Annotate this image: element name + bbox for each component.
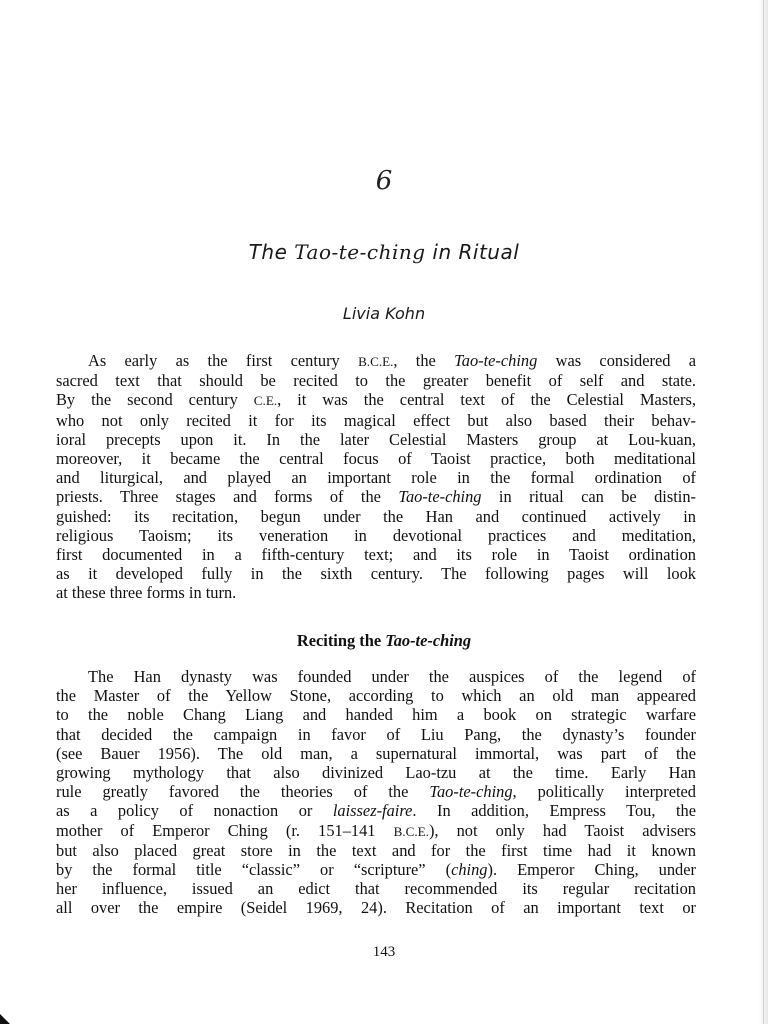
text-line: her influence, issued an edict that recommended its regular recitation bbox=[56, 879, 696, 899]
text-line: ioral precepts upon it. In the later Celestial Masters group at Lou-kuan, bbox=[56, 429, 696, 449]
text-line: By the second century C.E., it was the central text of the Celestial Masters, bbox=[56, 390, 696, 410]
scan-corner-mark bbox=[0, 1014, 10, 1024]
page-edge-line bbox=[763, 0, 764, 1024]
text-line: (see Bauer 1956). The old man, a supernatural immortal, was part of the bbox=[56, 743, 696, 763]
text-line: and liturgical, and played an important role in the formal ordination of bbox=[56, 468, 696, 488]
text-line: but also placed great store in the text and for the first time had it known bbox=[56, 840, 696, 860]
intro-paragraph bbox=[56, 351, 696, 603]
text-line: by the formal title “classic” or “scripture” (ching). Emperor Ching, under bbox=[56, 860, 696, 880]
chapter-title-pre: The bbox=[248, 240, 295, 264]
text-line: first documented in a fifth-century text; and its role in Taoist ordination bbox=[56, 545, 696, 565]
text-line: religious Taoism; its veneration in devotional practices and meditation, bbox=[56, 525, 696, 545]
text-line: to the noble Chang Liang and handed him a book on strategic warfare bbox=[56, 705, 696, 725]
text-line: rule greatly favored the theories of the Tao-te-ching, politically interpreted bbox=[56, 782, 696, 802]
text-line: the Master of the Yellow Stone, according to which an old man appeared bbox=[56, 686, 696, 706]
text-line: guished: its recitation, begun under the Han and continued actively in bbox=[56, 506, 696, 526]
text-line: as a policy of nonaction or laissez-faire. In addition, Empress Tou, the bbox=[56, 801, 696, 821]
section-heading bbox=[0, 631, 768, 651]
section-heading-work: Tao-te-ching bbox=[385, 631, 472, 650]
text-line: that decided the campaign in favor of Liu Pang, the dynasty’s founder bbox=[56, 724, 696, 744]
chapter-number: 6 bbox=[375, 166, 393, 196]
chapter-title bbox=[0, 240, 768, 264]
chapter-title-work: Tao-te-ching bbox=[294, 240, 426, 264]
page-number: 143 bbox=[372, 944, 396, 960]
body-paragraph bbox=[56, 667, 696, 918]
text-line: mother of Emperor Ching (r. 151–141 B.C.E.), not only had Taoist advisers bbox=[56, 820, 697, 840]
text-line: sacred text that should be recited to the greater benefit of self and state. bbox=[56, 371, 696, 391]
text-line: who not only recited it for its magical effect but also based their behav- bbox=[56, 410, 696, 430]
text-line: priests. Three stages and forms of the Tao-te-ching in ritual can be distin- bbox=[56, 487, 696, 507]
text-line: moreover, it became the central focus of Taoist practice, both meditational bbox=[56, 449, 696, 469]
text-line: The Han dynasty was founded under the auspices of the legend of bbox=[88, 667, 696, 686]
text-line: growing mythology that also divinized Lao-tzu at the time. Early Han bbox=[56, 763, 696, 783]
text-line: all over the empire (Seidel 1969, 24). Recitation of an important text or bbox=[56, 898, 696, 918]
text-line: as it developed fully in the sixth century. The following pages will look bbox=[56, 564, 696, 584]
section-heading-pre: Reciting the bbox=[296, 631, 386, 650]
text-line: As early as the first century B.C.E., the Tao-te-ching was considered a bbox=[88, 351, 696, 370]
text-line: at these three forms in turn. bbox=[56, 583, 237, 603]
chapter-title-post: in Ritual bbox=[425, 240, 520, 264]
author-name: Livia Kohn bbox=[342, 304, 426, 323]
